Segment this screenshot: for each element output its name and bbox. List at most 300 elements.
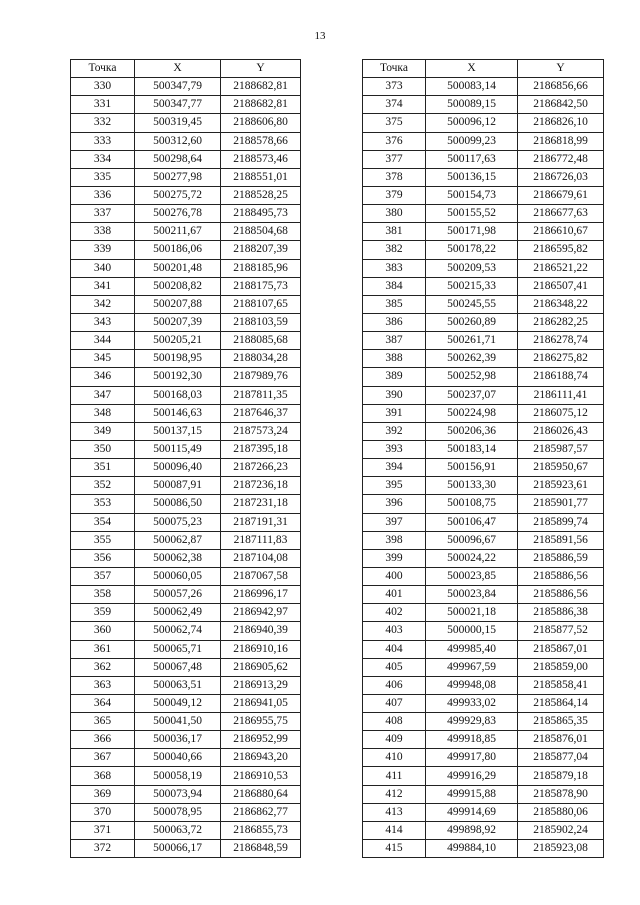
table-row (363, 513, 604, 531)
coord-y: 2186856,66 (518, 78, 604, 96)
table-row (363, 295, 604, 313)
coord-y: 2186905,62 (221, 658, 301, 676)
coord-y: 2188103,59 (221, 313, 301, 331)
table-row (71, 749, 301, 767)
table-row (71, 295, 301, 313)
table-row (71, 658, 301, 676)
point-number: 406 (363, 676, 426, 694)
table-row (71, 821, 301, 839)
coord-y: 2186275,82 (518, 350, 604, 368)
header-x: X (135, 60, 221, 78)
table-row (363, 549, 604, 567)
table-row (71, 440, 301, 458)
coord-y: 2187111,83 (221, 531, 301, 549)
point-number: 351 (71, 459, 135, 477)
coord-x: 500319,45 (135, 114, 221, 132)
coord-x: 500041,50 (135, 713, 221, 731)
coord-x: 500087,91 (135, 477, 221, 495)
table-row (363, 277, 604, 295)
point-number: 409 (363, 731, 426, 749)
point-number: 341 (71, 277, 135, 295)
table-body-left (71, 78, 301, 858)
point-number: 396 (363, 495, 426, 513)
point-number: 354 (71, 513, 135, 531)
coord-y: 2186282,25 (518, 313, 604, 331)
point-number: 376 (363, 132, 426, 150)
table-row (363, 622, 604, 640)
coord-y: 2185886,56 (518, 586, 604, 604)
table-row (71, 313, 301, 331)
point-number: 384 (363, 277, 426, 295)
table-row (363, 186, 604, 204)
coord-x: 500312,60 (135, 132, 221, 150)
coord-x: 500136,15 (426, 168, 518, 186)
coord-x: 500096,40 (135, 459, 221, 477)
table-row (71, 132, 301, 150)
point-number: 372 (71, 840, 135, 858)
coord-y: 2185886,59 (518, 549, 604, 567)
coord-x: 499884,10 (426, 840, 518, 858)
point-number: 335 (71, 168, 135, 186)
point-number: 404 (363, 640, 426, 658)
point-number: 394 (363, 459, 426, 477)
point-number: 386 (363, 313, 426, 331)
coord-x: 500207,39 (135, 313, 221, 331)
point-number: 410 (363, 749, 426, 767)
coord-y: 2186941,05 (221, 694, 301, 712)
point-number: 375 (363, 114, 426, 132)
point-number: 362 (71, 658, 135, 676)
point-number: 395 (363, 477, 426, 495)
coord-x: 500347,77 (135, 96, 221, 114)
coord-y: 2186910,16 (221, 640, 301, 658)
point-number: 348 (71, 404, 135, 422)
coord-x: 500183,14 (426, 440, 518, 458)
point-number: 359 (71, 604, 135, 622)
coord-y: 2186943,20 (221, 749, 301, 767)
point-number: 379 (363, 186, 426, 204)
point-number: 342 (71, 295, 135, 313)
point-number: 380 (363, 205, 426, 223)
table-row (71, 495, 301, 513)
point-number: 340 (71, 259, 135, 277)
coord-x: 500178,22 (426, 241, 518, 259)
coord-y: 2186026,43 (518, 422, 604, 440)
point-number: 413 (363, 803, 426, 821)
coord-y: 2186278,74 (518, 332, 604, 350)
coord-y: 2185864,14 (518, 694, 604, 712)
point-number: 383 (363, 259, 426, 277)
coord-x: 499929,83 (426, 713, 518, 731)
coord-y: 2185880,06 (518, 803, 604, 821)
coord-x: 500078,95 (135, 803, 221, 821)
point-number: 378 (363, 168, 426, 186)
table-row (363, 241, 604, 259)
coord-x: 500237,07 (426, 386, 518, 404)
coord-y: 2186940,39 (221, 622, 301, 640)
coord-y: 2186595,82 (518, 241, 604, 259)
coord-x: 500062,74 (135, 622, 221, 640)
table-row (363, 422, 604, 440)
table-row (363, 658, 604, 676)
page-number: 13 (314, 30, 326, 42)
coord-x: 500207,88 (135, 295, 221, 313)
coord-y: 2188207,39 (221, 241, 301, 259)
table-row (363, 803, 604, 821)
coord-y: 2185891,56 (518, 531, 604, 549)
coord-x: 500252,98 (426, 368, 518, 386)
table-row (363, 150, 604, 168)
coord-y: 2186855,73 (221, 821, 301, 839)
point-number: 398 (363, 531, 426, 549)
coord-x: 499967,59 (426, 658, 518, 676)
table-row (71, 549, 301, 567)
coord-y: 2186348,22 (518, 295, 604, 313)
table-row (363, 350, 604, 368)
coord-x: 500066,17 (135, 840, 221, 858)
point-number: 385 (363, 295, 426, 313)
coord-x: 499914,69 (426, 803, 518, 821)
coord-x: 499985,40 (426, 640, 518, 658)
coord-x: 500089,15 (426, 96, 518, 114)
point-number: 381 (363, 223, 426, 241)
coord-y: 2186955,75 (221, 713, 301, 731)
point-number: 337 (71, 205, 135, 223)
coord-x: 500060,05 (135, 567, 221, 585)
point-number: 363 (71, 676, 135, 694)
table-row (363, 459, 604, 477)
coord-x: 500057,26 (135, 586, 221, 604)
coord-y: 2186818,99 (518, 132, 604, 150)
coord-y: 2188034,28 (221, 350, 301, 368)
point-number: 367 (71, 749, 135, 767)
table-row (363, 604, 604, 622)
table-row (363, 821, 604, 839)
coord-x: 500275,72 (135, 186, 221, 204)
table-row (71, 350, 301, 368)
coord-y: 2185877,52 (518, 622, 604, 640)
coord-x: 499918,85 (426, 731, 518, 749)
point-number: 369 (71, 785, 135, 803)
point-number: 353 (71, 495, 135, 513)
coord-x: 500021,18 (426, 604, 518, 622)
coord-y: 2185867,01 (518, 640, 604, 658)
table-row (71, 803, 301, 821)
point-number: 412 (363, 785, 426, 803)
coord-y: 2187104,08 (221, 549, 301, 567)
table-row (71, 567, 301, 585)
coord-y: 2188495,73 (221, 205, 301, 223)
coord-y: 2186075,12 (518, 404, 604, 422)
table-row (363, 223, 604, 241)
coord-y: 2185865,35 (518, 713, 604, 731)
coord-x: 500083,14 (426, 78, 518, 96)
coord-x: 500156,91 (426, 459, 518, 477)
coord-y: 2186677,63 (518, 205, 604, 223)
table-row (71, 459, 301, 477)
point-number: 382 (363, 241, 426, 259)
table-row (363, 368, 604, 386)
coord-y: 2186910,53 (221, 767, 301, 785)
table-row (363, 731, 604, 749)
point-number: 331 (71, 96, 135, 114)
coord-x: 500108,75 (426, 495, 518, 513)
coord-x: 500215,33 (426, 277, 518, 295)
table-row (71, 713, 301, 731)
coord-y: 2187191,31 (221, 513, 301, 531)
table-row (363, 96, 604, 114)
coord-y: 2185923,61 (518, 477, 604, 495)
point-number: 360 (71, 622, 135, 640)
point-number: 392 (363, 422, 426, 440)
coord-x: 500224,98 (426, 404, 518, 422)
table-row (363, 767, 604, 785)
coord-y: 2186610,67 (518, 223, 604, 241)
table-row (363, 440, 604, 458)
coord-y: 2188682,81 (221, 78, 301, 96)
coord-y: 2186507,41 (518, 277, 604, 295)
coord-x: 500137,15 (135, 422, 221, 440)
header-x: X (426, 60, 518, 78)
coord-y: 2188085,68 (221, 332, 301, 350)
coord-x: 500023,85 (426, 567, 518, 585)
coord-y: 2187811,35 (221, 386, 301, 404)
table-row (71, 477, 301, 495)
table-row (71, 731, 301, 749)
table-row (363, 386, 604, 404)
table-row (363, 567, 604, 585)
point-number: 355 (71, 531, 135, 549)
point-number: 339 (71, 241, 135, 259)
coord-x: 500075,23 (135, 513, 221, 531)
coord-x: 500099,23 (426, 132, 518, 150)
point-number: 371 (71, 821, 135, 839)
table-row (71, 586, 301, 604)
point-number: 336 (71, 186, 135, 204)
coord-y: 2186188,74 (518, 368, 604, 386)
table-row (71, 259, 301, 277)
point-number: 368 (71, 767, 135, 785)
coord-y: 2186842,50 (518, 96, 604, 114)
coord-y: 2185899,74 (518, 513, 604, 531)
coord-y: 2186848,59 (221, 840, 301, 858)
table-row (363, 749, 604, 767)
coord-x: 500192,30 (135, 368, 221, 386)
point-number: 391 (363, 404, 426, 422)
coord-y: 2186862,77 (221, 803, 301, 821)
point-number: 344 (71, 332, 135, 350)
point-number: 377 (363, 150, 426, 168)
header-point: Точка (363, 60, 426, 78)
coord-x: 500049,12 (135, 694, 221, 712)
table-row (71, 96, 301, 114)
coord-y: 2185876,01 (518, 731, 604, 749)
point-number: 402 (363, 604, 426, 622)
table-row (363, 713, 604, 731)
coord-x: 500261,71 (426, 332, 518, 350)
coord-y: 2187395,18 (221, 440, 301, 458)
table-row (71, 840, 301, 858)
point-number: 333 (71, 132, 135, 150)
table-row (363, 840, 604, 858)
table-row (71, 422, 301, 440)
coord-y: 2185901,77 (518, 495, 604, 513)
point-number: 403 (363, 622, 426, 640)
coord-x: 500276,78 (135, 205, 221, 223)
coord-y: 2186942,97 (221, 604, 301, 622)
coord-x: 500096,67 (426, 531, 518, 549)
coord-x: 500201,48 (135, 259, 221, 277)
table-row (363, 477, 604, 495)
table-row (363, 694, 604, 712)
coord-y: 2186826,10 (518, 114, 604, 132)
point-number: 361 (71, 640, 135, 658)
coord-x: 500168,03 (135, 386, 221, 404)
coord-y: 2187266,23 (221, 459, 301, 477)
table-row (363, 259, 604, 277)
coord-x: 499948,08 (426, 676, 518, 694)
table-row (71, 186, 301, 204)
coord-y: 2185877,04 (518, 749, 604, 767)
coord-x: 500211,67 (135, 223, 221, 241)
coord-x: 499898,92 (426, 821, 518, 839)
table-row (363, 313, 604, 331)
coord-y: 2186679,61 (518, 186, 604, 204)
point-number: 350 (71, 440, 135, 458)
coord-x: 500186,06 (135, 241, 221, 259)
coord-x: 500205,21 (135, 332, 221, 350)
coord-x: 500208,82 (135, 277, 221, 295)
point-number: 400 (363, 567, 426, 585)
table-row (71, 78, 301, 96)
point-number: 373 (363, 78, 426, 96)
point-number: 332 (71, 114, 135, 132)
coord-y: 2187231,18 (221, 495, 301, 513)
point-number: 343 (71, 313, 135, 331)
coordinates-table-left (70, 59, 301, 858)
table-row (71, 368, 301, 386)
coord-x: 500262,39 (426, 350, 518, 368)
coord-x: 500000,15 (426, 622, 518, 640)
coord-y: 2188606,80 (221, 114, 301, 132)
coord-y: 2187236,18 (221, 477, 301, 495)
coord-y: 2188528,25 (221, 186, 301, 204)
point-number: 390 (363, 386, 426, 404)
coord-x: 500058,19 (135, 767, 221, 785)
table-row (71, 168, 301, 186)
coord-y: 2188578,66 (221, 132, 301, 150)
table-row (71, 114, 301, 132)
table-row (71, 223, 301, 241)
coord-y: 2185987,57 (518, 440, 604, 458)
coord-x: 500133,30 (426, 477, 518, 495)
table-header-row (363, 60, 604, 78)
coord-x: 500206,36 (426, 422, 518, 440)
table-row (363, 640, 604, 658)
point-number: 401 (363, 586, 426, 604)
point-number: 338 (71, 223, 135, 241)
coord-y: 2185859,00 (518, 658, 604, 676)
point-number: 349 (71, 422, 135, 440)
coord-y: 2186996,17 (221, 586, 301, 604)
coord-y: 2186521,22 (518, 259, 604, 277)
table-body-right (363, 78, 604, 858)
table-row (71, 386, 301, 404)
coord-y: 2187067,58 (221, 567, 301, 585)
coord-x: 500171,98 (426, 223, 518, 241)
coord-y: 2185902,24 (518, 821, 604, 839)
point-number: 393 (363, 440, 426, 458)
table-row (363, 332, 604, 350)
coord-x: 500155,52 (426, 205, 518, 223)
table-row (71, 332, 301, 350)
point-number: 346 (71, 368, 135, 386)
point-number: 356 (71, 549, 135, 567)
table-row (363, 531, 604, 549)
coord-x: 500036,17 (135, 731, 221, 749)
coord-x: 500209,53 (426, 259, 518, 277)
coord-y: 2188551,01 (221, 168, 301, 186)
coord-x: 500062,38 (135, 549, 221, 567)
table-row (71, 513, 301, 531)
coord-y: 2188185,96 (221, 259, 301, 277)
coord-y: 2185858,41 (518, 676, 604, 694)
coord-x: 500260,89 (426, 313, 518, 331)
coord-x: 499916,29 (426, 767, 518, 785)
coord-x: 500086,50 (135, 495, 221, 513)
coord-x: 499917,80 (426, 749, 518, 767)
coord-x: 500106,47 (426, 513, 518, 531)
coord-y: 2185923,08 (518, 840, 604, 858)
point-number: 374 (363, 96, 426, 114)
point-number: 358 (71, 586, 135, 604)
point-number: 405 (363, 658, 426, 676)
coord-y: 2188175,73 (221, 277, 301, 295)
point-number: 366 (71, 731, 135, 749)
coord-x: 500062,87 (135, 531, 221, 549)
coord-y: 2186913,29 (221, 676, 301, 694)
coordinates-table-right (362, 59, 604, 858)
point-number: 347 (71, 386, 135, 404)
table-row (363, 78, 604, 96)
coord-x: 500117,63 (426, 150, 518, 168)
coord-x: 500062,49 (135, 604, 221, 622)
table-row (363, 168, 604, 186)
coord-x: 500298,64 (135, 150, 221, 168)
coord-x: 500067,48 (135, 658, 221, 676)
coord-x: 500024,22 (426, 549, 518, 567)
point-number: 364 (71, 694, 135, 712)
table-row (363, 404, 604, 422)
table-row (363, 132, 604, 150)
table-row (71, 622, 301, 640)
table-row (71, 640, 301, 658)
point-number: 407 (363, 694, 426, 712)
table-row (71, 205, 301, 223)
coord-x: 499915,88 (426, 785, 518, 803)
table-row (363, 785, 604, 803)
coord-y: 2187989,76 (221, 368, 301, 386)
table-row (71, 531, 301, 549)
point-number: 415 (363, 840, 426, 858)
point-number: 370 (71, 803, 135, 821)
coord-x: 500073,94 (135, 785, 221, 803)
header-y: Y (518, 60, 604, 78)
table-row (71, 277, 301, 295)
coord-y: 2185879,18 (518, 767, 604, 785)
coord-y: 2187646,37 (221, 404, 301, 422)
coord-x: 500198,95 (135, 350, 221, 368)
